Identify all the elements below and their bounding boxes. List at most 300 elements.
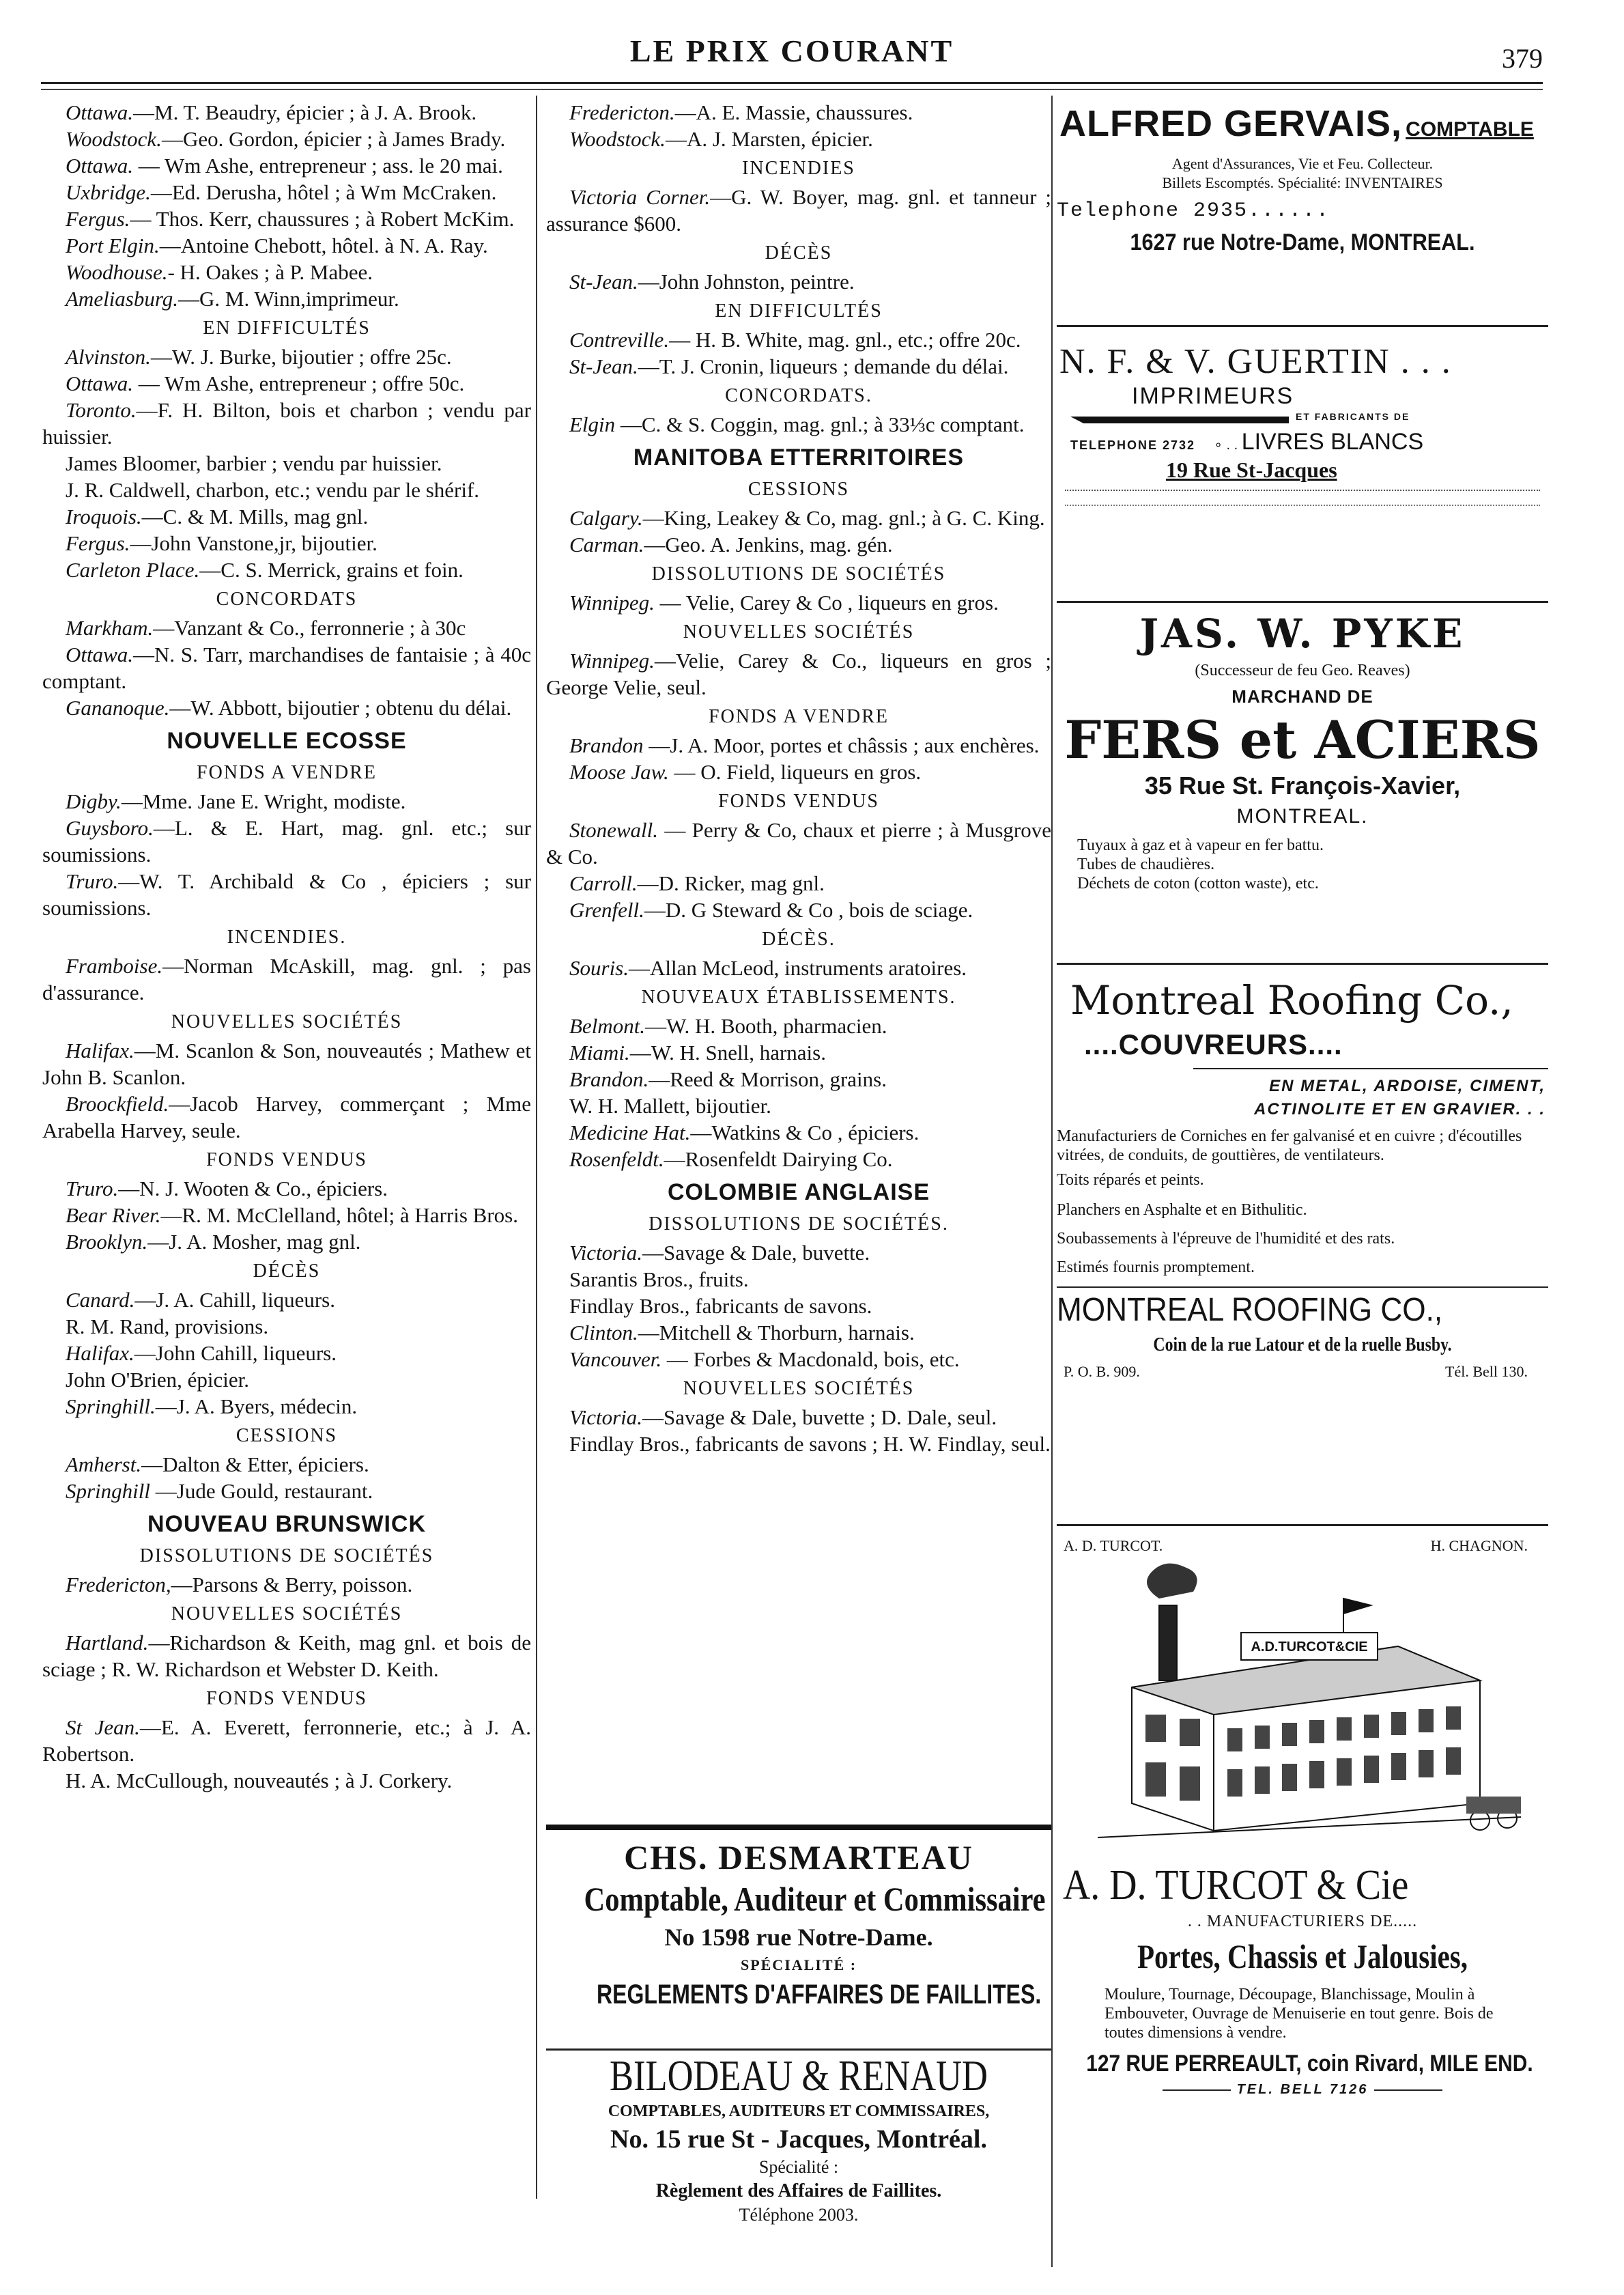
place-name: Victoria. [569, 1241, 643, 1265]
entry-text: —A. J. Marsten, épicier. [665, 127, 873, 151]
place-name: Contreville. [569, 328, 670, 352]
listing-entry [546, 1404, 1051, 1431]
turcot-partner-2: H. CHAGNON. [1430, 1537, 1528, 1554]
ad-rule [1057, 963, 1548, 965]
place-name: Fredericton, [66, 1573, 171, 1596]
roofing-corner: Coin de la rue Latour et de la ruelle Busby. [1153, 1334, 1452, 1355]
place-name: St-Jean. [569, 354, 638, 378]
listing-entry [546, 531, 1051, 558]
place-name: Fergus. [66, 531, 130, 555]
entry-text: —G. W. Boyer, mag. gnl. et tanneur ; assurance $600. [546, 185, 1051, 236]
listing-entry [546, 647, 1051, 701]
guertin-name: N. F. & V. GUERTIN . . . [1059, 342, 1452, 381]
listing-entry [42, 1090, 531, 1144]
entry-text: —D. G Steward & Co , bois de sciage. [644, 898, 973, 922]
entry-text: —Watkins & Co , épiciers. [690, 1121, 920, 1144]
entry-text: —King, Leakey & Co, mag. gnl.; à G. C. King. [642, 506, 1045, 530]
listing-entry [42, 343, 531, 370]
column-divider [1051, 96, 1053, 2267]
region-heading: COLOMBIE ANGLAISE [667, 1179, 930, 1205]
guertin-makers: ET FABRICANTS DE [1296, 411, 1410, 422]
entry-text: Findlay Bros., fabricants de savons ; H. W. Findlay, seul. [569, 1432, 1051, 1456]
section-subheading: DISSOLUTIONS DE SOCIÉTÉS. [649, 1213, 949, 1235]
entry-text: —J. A. Byers, médecin. [155, 1394, 358, 1418]
listing-entry [42, 557, 531, 583]
place-name: Brandon. [569, 1067, 649, 1091]
place-name: Vancouver. [569, 1347, 662, 1371]
guertin-ad [1057, 341, 1548, 506]
section-subheading: CESSIONS [747, 479, 850, 500]
entry-text: J. R. Caldwell, charbon, etc.; vendu par le shérif. [66, 478, 480, 502]
section-subheading: EN DIFFICULTÉS [203, 318, 371, 339]
header-rule-thin [41, 89, 1543, 90]
entry-text: —Antoine Chebott, hôtel. à N. A. Ray. [159, 234, 488, 257]
turcot-description: Moulure, Tournage, Découpage, Blanchissage, Moulin à Embouveter, Ouvrage de Menuiserie en tout genre. Bois de toutes dimensions à vendre. [1105, 1986, 1494, 2042]
place-name: Winnipeg. [569, 591, 655, 615]
section-subheading: CONCORDATS [216, 589, 358, 610]
entry-text: —C. & M. Mills, mag gnl. [141, 505, 369, 529]
place-name: Carman. [569, 533, 644, 557]
gervais-address: 1627 rue Notre-Dame, MONTREAL. [1130, 229, 1475, 255]
gervais-line2: Billets Escomptés. Spécialité: INVENTAIRES [1162, 174, 1443, 191]
place-name: Springhill. [66, 1394, 156, 1418]
bilodeau-spec-label: Spécialité : [758, 2157, 839, 2177]
listing-entry [42, 232, 531, 259]
section-subheading: NOUVELLES SOCIÉTÉS [171, 1011, 403, 1032]
roofing-line2: Toits réparés et peints. [1057, 1171, 1204, 1189]
listing-entry [42, 285, 531, 312]
listing-entry [546, 1146, 1051, 1172]
section-subheading: FONDS VENDUS [206, 1688, 367, 1709]
entry-text: —A. E. Massie, chaussures. [674, 100, 913, 124]
entry-text: —M. Scanlon & Son, nouveautés ; Mathew et John B. Scanlon. [42, 1039, 531, 1089]
entry-text: — Thos. Kerr, chaussures ; à Robert McKim. [130, 207, 515, 231]
listing-entry [546, 99, 1051, 126]
listing-entry [42, 1202, 531, 1228]
journal-title: LE PRIX COURANT [629, 33, 954, 68]
entry-text: —L. & E. Hart, mag. gnl. etc.; sur soumissions. [42, 816, 531, 867]
entry-text: —John Johnston, peintre. [638, 270, 855, 294]
listing-entry [42, 370, 531, 397]
listing-entry [42, 788, 531, 815]
listing-entry [42, 1366, 531, 1393]
roofing-line5: Estimés fournis promptement. [1057, 1258, 1255, 1276]
entry-text: - H. Oakes ; à P. Mabee. [167, 260, 373, 284]
turcot-ad [1057, 1533, 1548, 2100]
section-subheading: CESSIONS [236, 1425, 338, 1446]
entry-text: —Richardson & Keith, mag gnl. et bois de sciage ; R. W. Richardson et Webster D. Keith. [42, 1631, 531, 1681]
listing-entry [546, 126, 1051, 152]
place-name: Framboise. [66, 954, 163, 978]
listing-entry [42, 1478, 531, 1504]
listing-entry [42, 641, 531, 694]
listing-entry [546, 897, 1051, 923]
place-name: Carleton Place. [66, 558, 200, 582]
bilodeau-phone: Téléphone 2003. [739, 2205, 859, 2225]
place-name: Brooklyn. [66, 1230, 148, 1254]
entry-text: —W. T. Archibald & Co , épiciers ; sur soumissions. [42, 869, 531, 920]
listing-entry [546, 505, 1051, 531]
entry-text: — H. B. White, mag. gnl., etc.; offre 20c. [669, 328, 1021, 352]
section-subheading: NOUVELLES SOCIÉTÉS [683, 1378, 915, 1399]
listing-entry [42, 1228, 531, 1255]
entry-text: H. A. McCullough, nouveautés ; à J. Corkery. [66, 1769, 453, 1792]
listing-entry [42, 868, 531, 921]
guertin-role: IMPRIMEURS [1132, 383, 1294, 409]
entry-text: —John Cahill, liqueurs. [134, 1341, 337, 1365]
entry-text: —D. Ricker, mag gnl. [637, 871, 825, 895]
listing-entry [546, 870, 1051, 897]
entry-text: — Wm Ashe, entrepreneur ; ass. le 20 mai. [133, 154, 503, 178]
factory-sign-text: A.D.TURCOT&CIE [1251, 1639, 1368, 1655]
entry-text: —C. S. Merrick, grains et foin. [199, 558, 464, 582]
section-subheading: INCENDIES [742, 158, 855, 179]
entry-text: —Jacob Harvey, commerçant ; Mme Arabella Harvey, seule. [42, 1092, 531, 1142]
entry-text: —G. M. Winn,imprimeur. [178, 287, 399, 311]
place-name: St Jean. [66, 1715, 140, 1739]
place-name: Brandon [569, 733, 644, 757]
place-name: Ottawa. [66, 643, 134, 666]
column-1-listings [42, 99, 531, 2250]
listing-entry [42, 126, 531, 152]
flag [1343, 1599, 1371, 1614]
place-name: Gananoque. [66, 696, 170, 720]
cart-wheel [1470, 1811, 1490, 1830]
listing-entry [42, 397, 531, 450]
listing-entry [42, 503, 531, 530]
guertin-books: LIVRES BLANCS [1241, 429, 1424, 455]
entry-text: — Forbes & Macdonald, bois, etc. [661, 1347, 960, 1371]
entry-text: —Savage & Dale, buvette ; D. Dale, seul. [642, 1405, 997, 1429]
entry-text: —J. A. Moor, portes et châssis ; aux enchères. [643, 733, 1040, 757]
page-number: 379 [1502, 43, 1543, 74]
section-subheading: NOUVELLES SOCIÉTÉS [683, 621, 915, 643]
listing-entry [42, 1767, 531, 1794]
listing-entry [42, 953, 531, 1006]
region-heading: NOUVEAU BRUNSWICK [147, 1511, 426, 1537]
section-subheading: DÉCÈS [765, 242, 833, 264]
listing-entry [546, 1066, 1051, 1093]
entry-text: —Parsons & Berry, poisson. [171, 1573, 413, 1596]
listing-entry [546, 955, 1051, 981]
pyke-address: 35 Rue St. François-Xavier, [1144, 772, 1461, 800]
entry-text: —Norman McAskill, mag. gnl. ; pas d'assurance. [42, 954, 531, 1004]
place-name: Bear River. [66, 1203, 161, 1227]
listing-entry [42, 450, 531, 477]
entry-text: —Allan McLeod, instruments aratoires. [629, 956, 967, 980]
section-subheading: DISSOLUTIONS DE SOCIÉTÉS [139, 1545, 434, 1566]
place-name: Fergus. [66, 207, 130, 231]
place-name: Guysboro. [66, 816, 154, 840]
place-name: Medicine Hat. [569, 1121, 691, 1144]
place-name: Markham. [66, 616, 154, 640]
gervais-line1: Agent d'Assurances, Vie et Feu. Collecteur. [1171, 155, 1434, 172]
bilodeau-address: No. 15 rue St - Jacques, Montréal. [610, 2125, 987, 2154]
listing-entry [42, 1714, 531, 1767]
entry-text: —F. H. Bilton, bois et charbon ; vendu par huissier. [42, 398, 531, 449]
roofing-line3: Planchers en Asphalte et en Bithulitic. [1057, 1201, 1307, 1219]
entry-text: —Mme. Jane E. Wright, modiste. [121, 789, 406, 813]
place-name: Elgin [569, 412, 616, 436]
entry-text: —Ed. Derusha, hôtel ; à Wm McCraken. [150, 180, 497, 204]
roofing-tel: Tél. Bell 130. [1445, 1363, 1528, 1380]
listing-entry [42, 1313, 531, 1340]
ad-rule [1057, 325, 1548, 327]
entry-text: —E. A. Everett, ferronnerie, etc.; à J. A. Robertson. [42, 1715, 531, 1766]
place-name: Miami. [569, 1041, 630, 1065]
bilodeau-roles: COMPTABLES, AUDITEURS ET COMMISSAIRES, [608, 2102, 990, 2120]
entry-text: — Velie, Carey & Co , liqueurs en gros. [654, 591, 999, 615]
guertin-dots: ∘ . . [1199, 438, 1242, 453]
entry-text: R. M. Rand, provisions. [66, 1314, 269, 1338]
listing-entry [546, 759, 1051, 785]
guertin-address: 19 Rue St-Jacques [1166, 457, 1337, 482]
place-name: Halifax. [66, 1341, 134, 1365]
listing-entry [546, 1293, 1051, 1319]
roofing-line4: Soubassements à l'épreuve de l'humidité et des rats. [1057, 1230, 1395, 1248]
listing-entry [42, 615, 531, 641]
place-name: Woodhouse. [66, 260, 168, 284]
entry-text: —John Vanstone,jr, bijoutier. [130, 531, 377, 555]
listing-entry [42, 530, 531, 557]
entry-text: —Geo. Gordon, épicier ; à James Brady. [161, 127, 506, 151]
bilodeau-ad [546, 2052, 1051, 2227]
entry-text: —J. A. Mosher, mag gnl. [147, 1230, 361, 1254]
listing-entry [42, 1286, 531, 1313]
roofing-line1: Manufacturiers de Corniches en fer galvanisé et en cuivre ; d'écoutilles vitrées, de conduits, de gouttières, de ventilateurs. [1057, 1127, 1522, 1164]
listing-entry [546, 326, 1051, 353]
section-subheading: NOUVEAUX ÉTABLISSEMENTS. [641, 987, 956, 1008]
ad-rule [546, 1825, 1051, 1830]
listing-entry [42, 1393, 531, 1420]
place-name: Springhill [66, 1479, 151, 1503]
entry-text: — Perry & Co, chaux et pierre ; à Musgrove & Co. [546, 818, 1051, 869]
listing-entry [42, 815, 531, 868]
roofing-role: ....COUVREURS.... [1084, 1028, 1343, 1060]
place-name: Calgary. [569, 506, 643, 530]
entry-text: Sarantis Bros., fruits. [569, 1267, 749, 1291]
listing-entry [42, 1175, 531, 1202]
listing-entry [546, 732, 1051, 759]
listing-entry [546, 1039, 1051, 1066]
section-subheading: INCENDIES. [227, 927, 347, 948]
listing-entry [546, 589, 1051, 616]
place-name: Ottawa. [66, 100, 134, 124]
gervais-name: ALFRED GERVAIS, [1059, 103, 1403, 144]
pyke-merchant: MARCHAND DE [1231, 686, 1373, 707]
listing-entry [546, 1266, 1051, 1293]
entry-text: —Dalton & Etter, épiciers. [141, 1452, 369, 1476]
desmarteau-spec-label: SPÉCIALITÉ : [740, 1956, 857, 1973]
entry-text: —J. A. Cahill, liqueurs. [134, 1288, 335, 1312]
entry-text: — O. Field, liqueurs en gros. [668, 760, 922, 784]
pyke-city: MONTREAL. [1236, 805, 1369, 828]
entry-text: —Velie, Carey & Co., liqueurs en gros ; George Velie, seul. [546, 649, 1051, 699]
smoke [1147, 1564, 1197, 1599]
roofing-name-2: MONTREAL ROOFING CO., [1057, 1292, 1443, 1328]
section-subheading: DÉCÈS. [762, 929, 836, 950]
place-name: St-Jean. [569, 270, 638, 294]
place-name: Halifax. [66, 1039, 134, 1062]
desmarteau-ad [546, 1837, 1051, 2013]
entry-text: —C. & S. Coggin, mag. gnl.; à 33⅓c comptant. [615, 412, 1025, 436]
place-name: Ottawa. [66, 154, 134, 178]
listing-entry [546, 1013, 1051, 1039]
ad-rule [1057, 1524, 1548, 1526]
entry-text: W. H. Mallett, bijoutier. [569, 1094, 771, 1118]
place-name: Port Elgin. [66, 234, 160, 257]
page-header [41, 27, 1543, 82]
entry-text: —N. J. Wooten & Co., épiciers. [118, 1177, 388, 1200]
entry-text: —Savage & Dale, buvette. [642, 1241, 870, 1265]
place-name: Iroquois. [66, 505, 142, 529]
pyke-name: JAS. W. PYKE [1139, 610, 1466, 657]
bilodeau-spec: Règlement des Affaires de Faillites. [655, 2180, 942, 2201]
place-name: Stonewall. [569, 818, 659, 842]
pyke-goods: FERS et ACIERS [1064, 709, 1541, 770]
listing-entry [42, 179, 531, 206]
entry-text: —Mitchell & Thorburn, harnais. [638, 1321, 915, 1344]
turcot-products: Portes, Chassis et Jalousies, [1137, 1937, 1468, 1975]
place-name: Grenfell. [569, 898, 644, 922]
place-name: Uxbridge. [66, 180, 151, 204]
listing-entry [42, 206, 531, 232]
place-name: Woodstock. [66, 127, 162, 151]
place-name: Alvinston. [66, 345, 151, 369]
region-heading: NOUVELLE ECOSSE [167, 728, 407, 754]
section-subheading: DISSOLUTIONS DE SOCIÉTÉS [651, 563, 946, 585]
place-name: Digby. [66, 789, 122, 813]
bilodeau-name: BILODEAU & RENAUD [610, 2051, 988, 2100]
pyke-successor: (Successeur de feu Geo. Reaves) [1195, 662, 1410, 679]
roofing-materials-1: EN METAL, ARDOISE, CIMENT, [1269, 1077, 1545, 1095]
listing-entry [546, 268, 1051, 295]
place-name: Ottawa. [66, 371, 134, 395]
guertin-fine-print [1065, 490, 1540, 506]
section-subheading: NOUVELLES SOCIÉTÉS [171, 1603, 403, 1624]
turcot-address: 127 RUE PERREAULT, coin Rivard, MILE END. [1086, 2051, 1533, 2076]
factory-illustration [1057, 1558, 1548, 1858]
place-name: Rosenfeldt. [569, 1147, 664, 1171]
listing-entry [42, 99, 531, 126]
desmarteau-name: CHS. DESMARTEAU [624, 1838, 973, 1876]
chimney [1159, 1605, 1177, 1680]
listing-entry [546, 1093, 1051, 1119]
roofing-po: P. O. B. 909. [1064, 1363, 1140, 1380]
entry-text: —W. J. Burke, bijoutier ; offre 25c. [150, 345, 452, 369]
entry-text: —W. Abbott, bijoutier ; obtenu du délai. [169, 696, 512, 720]
listing-entry [42, 1037, 531, 1090]
listing-entry [546, 1319, 1051, 1346]
ad-rule [1057, 601, 1548, 603]
gervais-phone: Telephone 2935...... [1057, 199, 1330, 223]
place-name: Toronto. [66, 398, 137, 422]
place-name: Hartland. [66, 1631, 149, 1655]
roofing-materials-2: ACTINOLITE ET EN GRAVIER. . . [1254, 1100, 1545, 1118]
place-name: Canard. [66, 1288, 135, 1312]
turcot-name: A. D. TURCOT & Cie [1063, 1862, 1409, 1909]
place-name: Broockfield. [66, 1092, 169, 1116]
place-name: Truro. [66, 1177, 119, 1200]
entry-text: —Rosenfeldt Dairying Co. [664, 1147, 893, 1171]
entry-text: —Jude Gould, restaurant. [150, 1479, 373, 1503]
listing-entry [546, 1431, 1051, 1457]
entry-text: —N. S. Tarr, marchandises de fantaisie ; à 40c comptant. [42, 643, 531, 693]
place-name: Moose Jaw. [569, 760, 669, 784]
entry-text: Findlay Bros., fabricants de savons. [569, 1294, 872, 1318]
entry-text: —M. T. Beaudry, épicier ; à J. A. Brook. [133, 100, 477, 124]
place-name: Victoria Corner. [569, 185, 711, 209]
listing-entry [42, 694, 531, 721]
listing-entry [546, 1119, 1051, 1146]
pyke-line1: Tuyaux à gaz et à vapeur en fer battu. [1077, 836, 1324, 854]
header-rule [41, 82, 1543, 84]
roofing-ad [1057, 975, 1548, 1385]
place-name: Carroll. [569, 871, 638, 895]
column-2-listings [546, 99, 1051, 1820]
section-subheading: EN DIFFICULTÉS [715, 300, 883, 322]
turcot-tel [1057, 2079, 1548, 2100]
section-subheading: CONCORDATS. [725, 385, 872, 406]
turcot-makers: . . MANUFACTURIERS DE..... [1187, 1913, 1418, 1930]
place-name: Woodstock. [569, 127, 666, 151]
place-name: Ameliasburg. [66, 287, 179, 311]
entry-text: — Wm Ashe, entrepreneur ; offre 50c. [133, 371, 465, 395]
turcot-partner-1: A. D. TURCOT. [1064, 1537, 1163, 1554]
entry-text: —R. M. McClelland, hôtel; à Harris Bros. [160, 1203, 518, 1227]
pyke-ad [1057, 609, 1548, 893]
section-subheading: FONDS A VENDRE [197, 762, 377, 783]
column-divider [536, 96, 537, 2199]
pyke-line2: Tubes de chaudières. [1077, 856, 1215, 873]
ad-rule [546, 2048, 1051, 2051]
listing-entry [42, 1629, 531, 1682]
listing-entry [546, 1346, 1051, 1372]
section-subheading: DÉCÈS [253, 1261, 321, 1282]
desmarteau-address: No 1598 rue Notre-Dame. [664, 1924, 933, 1951]
place-name: Souris. [569, 956, 629, 980]
place-name: Winnipeg. [569, 649, 655, 673]
listing-entry [546, 353, 1051, 380]
listing-entry [546, 411, 1051, 438]
entry-text: —Geo. A. Jenkins, mag. gén. [644, 533, 893, 557]
listing-entry [42, 1451, 531, 1478]
place-name: Belmont. [569, 1014, 646, 1038]
entry-text: —W. H. Booth, pharmacien. [645, 1014, 887, 1038]
decorative-swash [1070, 417, 1289, 423]
cart [1466, 1797, 1521, 1814]
place-name: Clinton. [569, 1321, 638, 1344]
gervais-ad [1057, 102, 1548, 259]
place-name: Amherst. [66, 1452, 142, 1476]
desmarteau-title: Comptable, Auditeur et Commissaire [584, 1880, 1046, 1918]
entry-text: —Reed & Morrison, grains. [649, 1067, 887, 1091]
listing-entry [546, 817, 1051, 870]
roofing-rule [1193, 1068, 1548, 1069]
guertin-phone: TELEPHONE 2732 [1070, 438, 1196, 452]
entry-text: James Bloomer, barbier ; vendu par huissier. [66, 451, 442, 475]
entry-text: —W. H. Snell, harnais. [629, 1041, 826, 1065]
region-heading: MANITOBA ETTERRITOIRES [633, 445, 965, 470]
place-name: Victoria. [569, 1405, 643, 1429]
listing-entry [546, 184, 1051, 237]
listing-entry [42, 1340, 531, 1366]
place-name: Fredericton. [569, 100, 675, 124]
entry-text: —Vanzant & Co., ferronnerie ; à 30c [153, 616, 466, 640]
section-subheading: FONDS VENDUS [206, 1149, 367, 1170]
section-subheading: FONDS A VENDRE [709, 706, 889, 727]
section-subheading: FONDS VENDUS [718, 791, 879, 812]
